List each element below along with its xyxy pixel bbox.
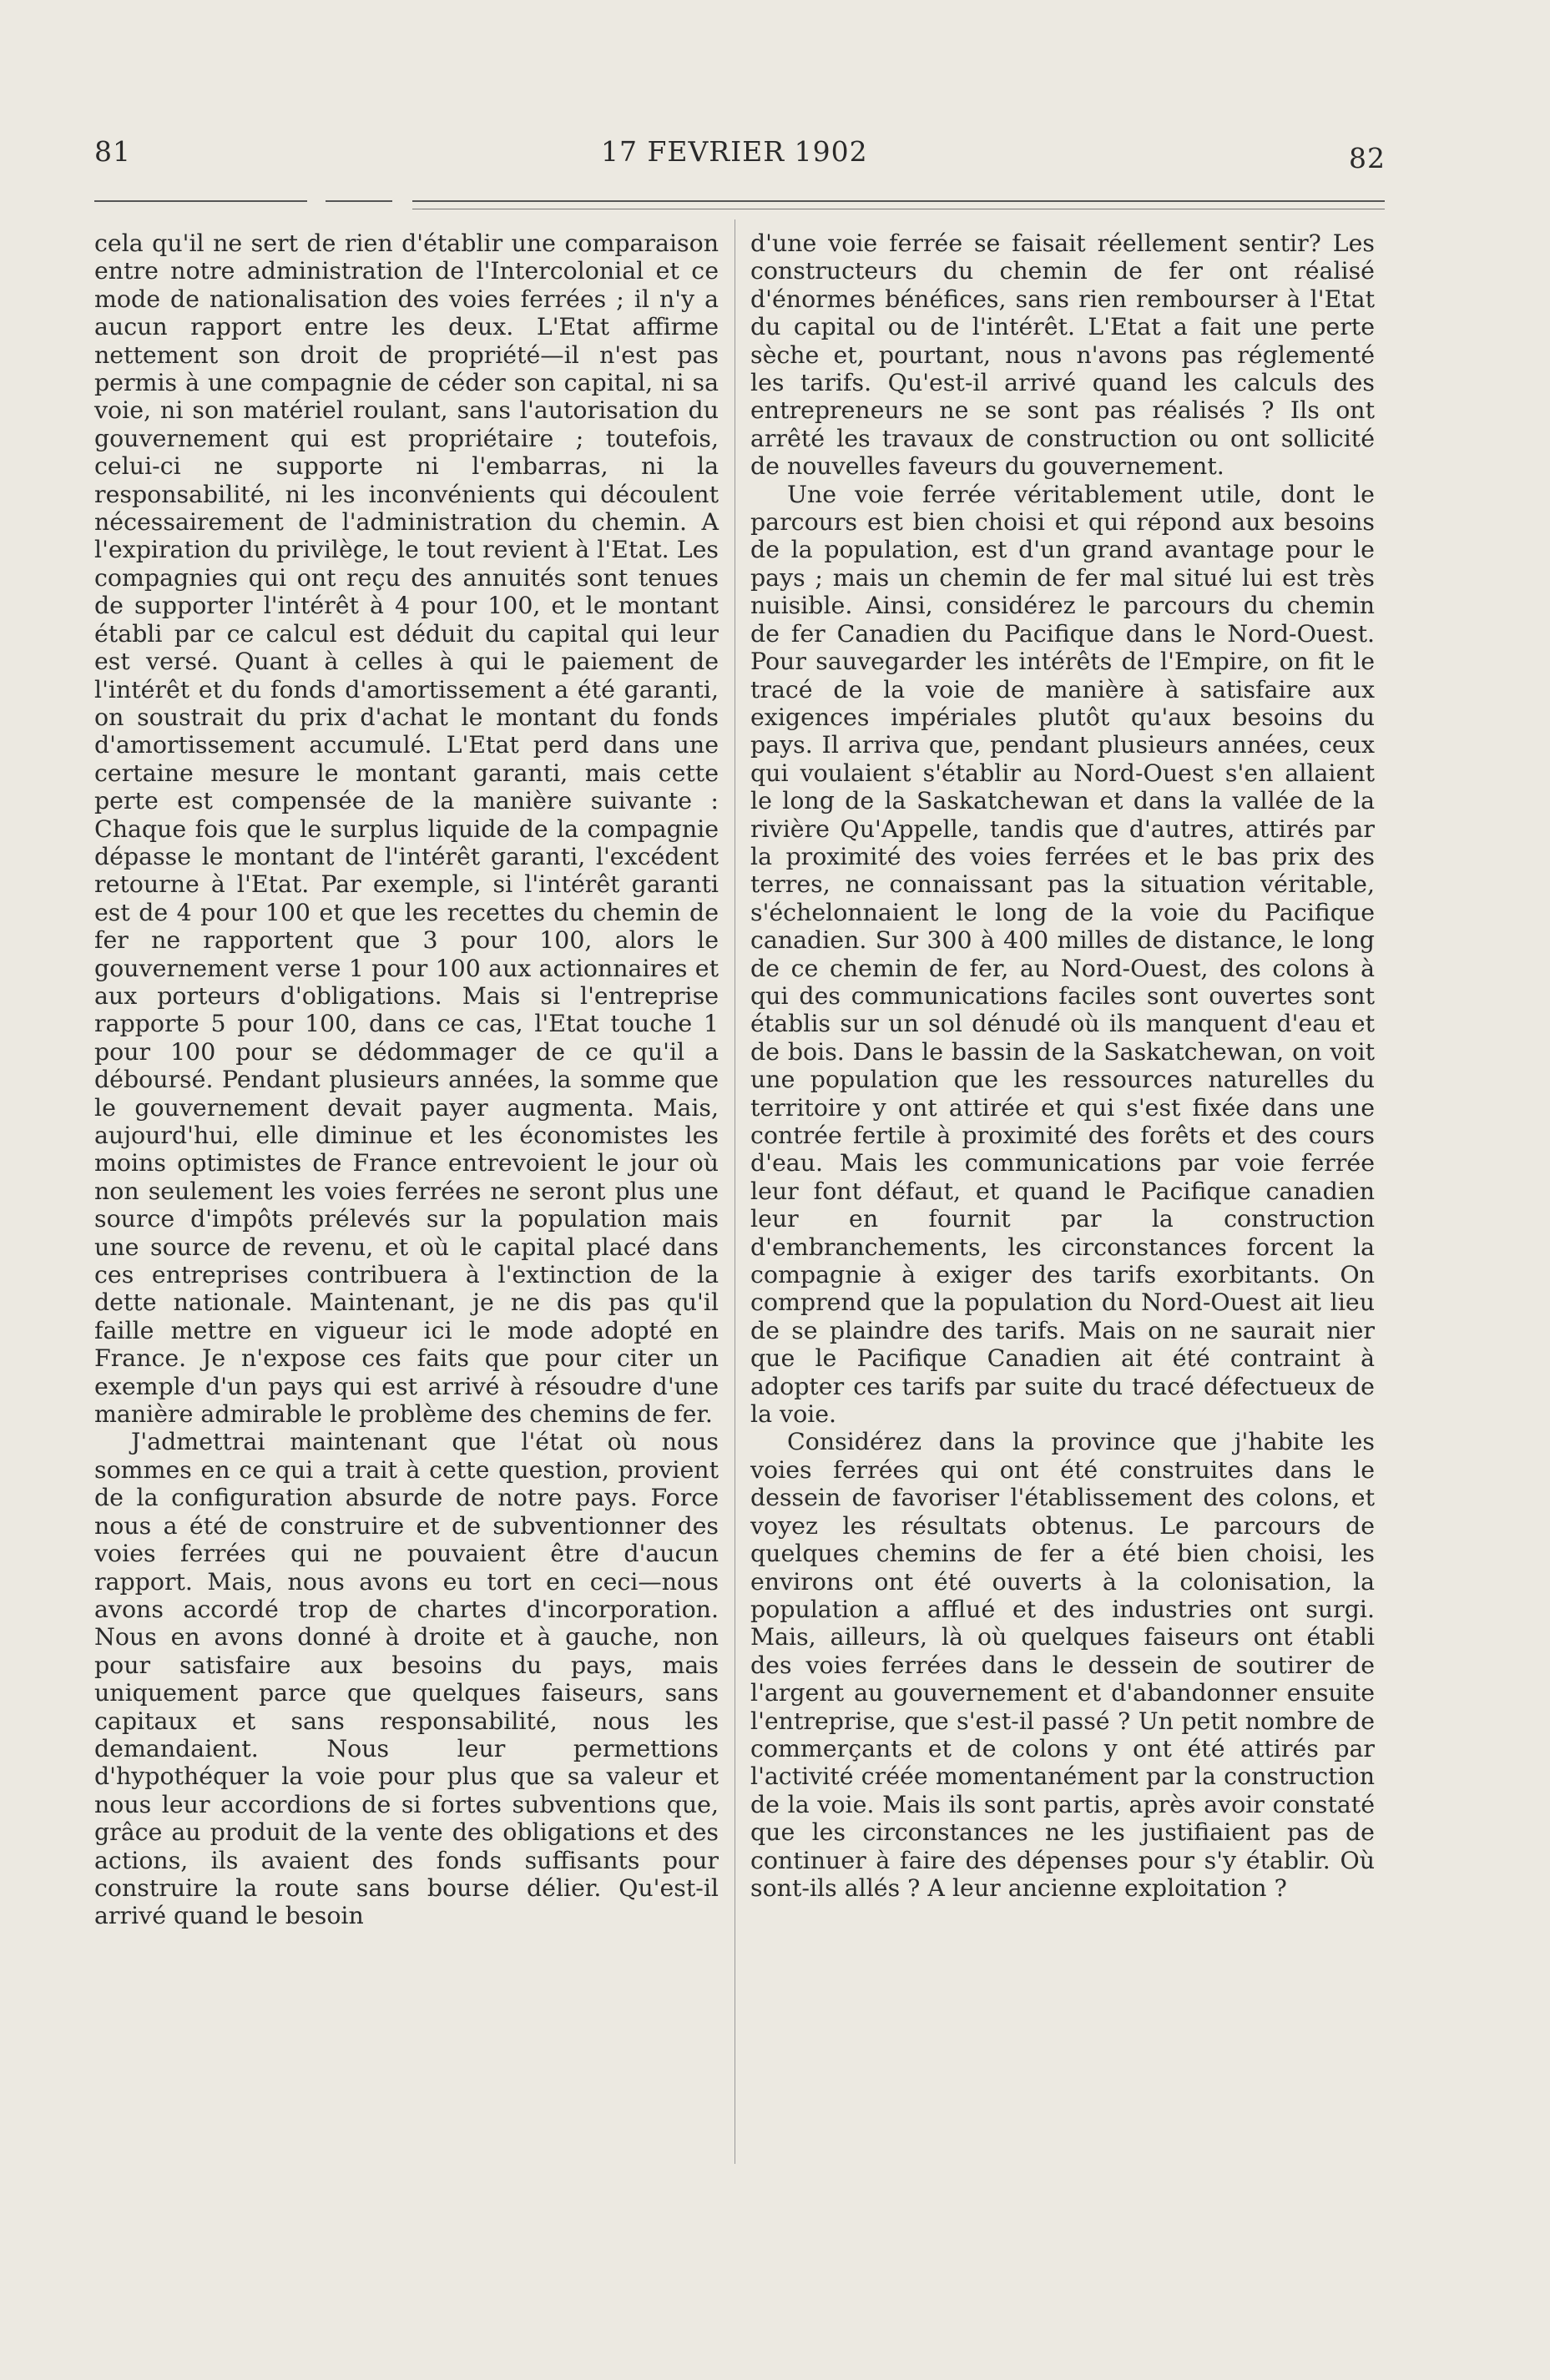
header-rule-left — [94, 200, 307, 202]
right-paragraph: d'une voie ferrée se faisait réellement sentir? Les constructeurs du chemin de fer ont réalisé d'énormes bénéfices, sans rien rembourser à l'Etat du capital ou de l'intérêt. L'Etat a fait une perte sèche et, pourtant, nous n'avons pas réglementé les tarifs. Qu'est-il arrivé quand les calculs des entrepreneurs ne se sont pas réalisés ? Ils ont arrêté les travaux de construction ou ont sollicité de nouvelles faveurs du gouvernement. — [750, 229, 1375, 481]
right-paragraph: Considérez dans la province que j'habite les voies ferrées qui ont été construites dans le dessein de favoriser l'établissement des colons, et voyez les résultats obtenus. Le parcours de quelques chemins de fer a été bien choisi, les environs ont été ouverts à la colonisation, la population a afflué et des industries ont surgi. Mais, ailleurs, là où quelques faiseurs ont établi des voies ferrées dans le dessein de soutirer de l'argent au gouvernement et d'abandonner ensuite l'entreprise, que s'est-il passé ? Un petit nombre de commerçants et de colons y ont été attirés par l'activité créée momentanément par la construction de la voie. Mais ils sont partis, après avoir constaté que les circonstances ne les justifiaient pas de continuer à faire des dépenses pour s'y établir. Où sont-ils allés ? A leur ancienne exploitation ? — [750, 1428, 1375, 1902]
right-paragraph: Une voie ferrée véritablement utile, dont le parcours est bien choisi et qui répond aux besoins de la population, est d'un grand avantage pour le pays ; mais un chemin de fer mal situé lui est très nuisible. Ainsi, considérez le parcours du chemin de fer Canadien du Pacifique dans le Nord-Ouest. Pour sauvegarder les intérêts de l'Empire, on fit le tracé de la voie de manière à satisfaire aux exigences impériales plutôt qu'aux besoins du pays. Il arriva que, pendant plusieurs années, ceux qui voulaient s'établir au Nord-Ouest s'en allaient le long de la Saskatchewan et dans la vallée de la rivière Qu'Appelle, tandis que d'autres, attirés par la proximité des voies ferrées et le bas prix des terres, ne connaissant pas la situation véritable, s'échelonnaient le long de la voie du Pacifique canadien. Sur 300 à 400 milles de distance, le long de ce chemin de fer, au Nord-Ouest, des colons à qui des communications faciles sont ouvertes sont établis sur un sol dénudé où ils manquent d'eau et de bois. Dans le bassin de la Saskatchewan, on voit une population que les ressources naturelles du territoire y ont attirée et qui s'est fixée dans une contrée fertile à proximité des forêts et des cours d'eau. Mais les communications par voie ferrée leur font défaut, et quand le Pacifique canadien leur en fournit par la construction d'embranchements, les circonstances forcent la compagnie à exiger des tarifs exorbitants. On comprend que la population du Nord-Ouest ait lieu de se plaindre des tarifs. Mais on ne saurait nier que le Pacifique Canadien ait été contraint à adopter ces tarifs par suite du tracé défectueux de la voie. — [750, 480, 1375, 1429]
left-page-number: 81 — [94, 135, 131, 168]
left-paragraph: cela qu'il ne sert de rien d'établir une comparaison entre notre administration de l'Intercolonial et ce mode de nationalisation des voies ferrées ; il n'y a aucun rapport entre les deux. L'Etat affirme nettement son droit de propriété—il n'est pas permis à une compagnie de céder son capital, ni sa voie, ni son matériel roulant, sans l'autorisation du gouvernement qui est propriétaire ; toutefois, celui-ci ne supporte ni l'embarras, ni la responsabilité, ni les inconvénients qui découlent nécessairement de l'administration du chemin. A l'expiration du privilège, le tout revient à l'Etat. Les compagnies qui ont reçu des annuités sont tenues de supporter l'intérêt à 4 pour 100, et le montant établi par ce calcul est déduit du capital qui leur est versé. Quant à celles à qui le paiement de l'intérêt et du fonds d'amortissement a été garanti, on soustrait du prix d'achat le montant du fonds d'amortissement accumulé. L'Etat perd dans une certaine mesure le montant garanti, mais cette perte est compensée de la manière suivante : Chaque fois que le surplus liquide de la compagnie dépasse le montant de l'intérêt garanti, l'excédent retourne à l'Etat. Par exemple, si l'intérêt garanti est de 4 pour 100 et que les recettes du chemin de fer ne rapportent que 3 pour 100, alors le gouvernement verse 1 pour 100 aux actionnaires et aux porteurs d'obligations. Mais si l'entreprise rapporte 5 pour 100, dans ce cas, l'Etat touche 1 pour 100 pour se dédommager de ce qu'il a déboursé. Pendant plusieurs années, la somme que le gouvernement devait payer augmenta. Mais, aujourd'hui, elle diminue et les économistes les moins optimistes de France entrevoient le jour où non seulement les voies ferrées ne seront plus une source d'impôts prélevés sur la population mais une source de revenu, et où le capital placé dans ces entreprises contribuera à l'extinction de la dette nationale. Maintenant, je ne dis pas qu'il faille mettre en vigueur ici le mode adopté en France. Je n'expose ces faits que pour citer un exemple d'un pays qui est arrivé à résoudre d'une manière admirable le problème des chemins de fer. — [94, 229, 719, 1429]
header-rule-right — [412, 200, 1385, 202]
left-column — [94, 229, 719, 1930]
header-rule-mid — [326, 200, 392, 202]
left-paragraph: J'admettrai maintenant que l'état où nous sommes en ce qui a trait à cette question, provient de la configuration absurde de notre pays. Force nous a été de construire et de subventionner des voies ferrées qui ne pouvaient être d'aucun rapport. Mais, nous avons eu tort en ceci—nous avons accordé trop de chartes d'incorporation. Nous en avons donné à droite et à gauche, non pour satisfaire aux besoins du pays, mais uniquement parce que quelques faiseurs, sans capitaux et sans responsabilité, nous les demandaient. Nous leur permettions d'hypothéquer la voie pour plus que sa valeur et nous leur accordions de si fortes subventions que, grâce au produit de la vente des obligations et des actions, ils avaient des fonds suffisants pour construire la route sans bourse délier. Qu'est-il arrivé quand le besoin — [94, 1428, 719, 1930]
page-date: 17 FEVRIER 1902 — [601, 135, 868, 168]
right-column — [750, 229, 1375, 1902]
right-page-number: 82 — [1349, 142, 1386, 174]
